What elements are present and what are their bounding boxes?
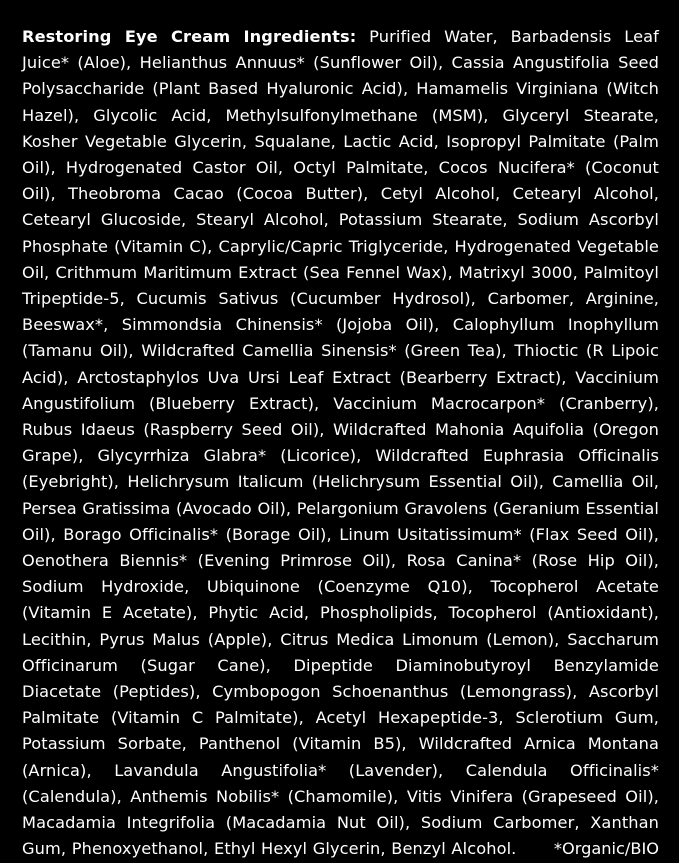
ingredients-heading: Restoring Eye Cream Ingredients: <box>22 27 357 46</box>
ingredients-paragraph <box>22 24 659 863</box>
ingredients-body-text: Purified Water, Barbadensis Leaf Juice* (Aloe), Helianthus Annuus* (Sunflower Oil), Cassia Angustifolia Seed Polysaccharide (Plant Based Hyaluronic Acid), Hamamelis Virginiana (Witch Hazel), Glycolic Acid, Methylsulfonylmethane (MSM), Glyceryl Stearate, Kosher Vegetable Glycerin, Squalane, Lactic Acid, Isopropyl Palmitate (Palm Oil), Hydrogenated Castor Oil, Octyl Palmitate, Cocos Nucifera* (Coconut Oil), Theobroma Cacao (Cocoa Butter), Cetyl Alcohol, Cetearyl Alcohol, Cetearyl Glucoside, Stearyl Alcohol, Potassium Stearate, Sodium Ascorbyl Phosphate (Vitamin C), Caprylic/Capric Triglyceride, Hydrogenated Vegetable Oil, Crithmum Maritimum Extract (Sea Fennel Wax), Matrixyl 3000, Palmitoyl Tripeptide-5, Cucumis Sativus (Cucumber Hydrosol), Carbomer, Arginine, Beeswax*, Simmondsia Chinensis* (Jojoba Oil), Calophyllum Inophyllum (Tamanu Oil), Wildcrafted Camellia Sinensis* (Green Tea), Thioctic (R Lipoic Acid), Arctostaphylos Uva Ursi Leaf Extract (Bearberry Extract), Vaccinium Angustifolium (Blueberry Extract), Vaccinium Macrocarpon* (Cranberry), Rubus Idaeus (Raspberry Seed Oil), Wildcrafted Mahonia Aquifolia (Oregon Grape), Glycyrrhiza Glabra* (Licorice), Wildcrafted Euphrasia Officinalis (Eyebright), Helichrysum Italicum (Helichrysum Essential Oil), Camellia Oil, Persea Gratissima (Avocado Oil), Pelargonium Gravolens (Geranium Essential Oil), Borago Officinalis* (Borage Oil), Linum Usitatissimum* (Flax Seed Oil), Oenothera Biennis* (Evening Primrose Oil), Rosa Canina* (Rose Hip Oil), Sodium Hydroxide, Ubiquinone (Coenzyme Q10), Tocopherol Acetate (Vitamin E Acetate), Phytic Acid, Phospholipids, Tocopherol (Antioxidant), Lecithin, Pyrus Malus (Apple), Citrus Medica Limonum (Lemon), Saccharum Officinarum (Sugar Cane), Dipeptide Diaminobutyroyl Benzylamide Diacetate (Peptides), Cymbopogon Schoenanthus (Lemongrass), Ascorbyl Palmitate (Vitamin C Palmitate), Acetyl Hexapeptide-3, Sclerotium Gum, Potassium Sorbate, Panthenol (Vitamin B5), Wildcrafted Arnica Montana (Arnica), Lavandula Angustifolia* (Lavender), Calendula Officinalis* (Calendula), Anthemis Nobilis* (Chamomile), Vitis Vinifera (Grapeseed Oil), Macadamia Integrifolia (Macadamia Nut Oil), Sodium Carbomer, Xanthan Gum, Phenoxyethanol, Ethyl Hexyl Glycerin, Benzyl Alcohol. <box>22 27 659 859</box>
organic-footnote: *Organic/BIO <box>553 839 659 859</box>
